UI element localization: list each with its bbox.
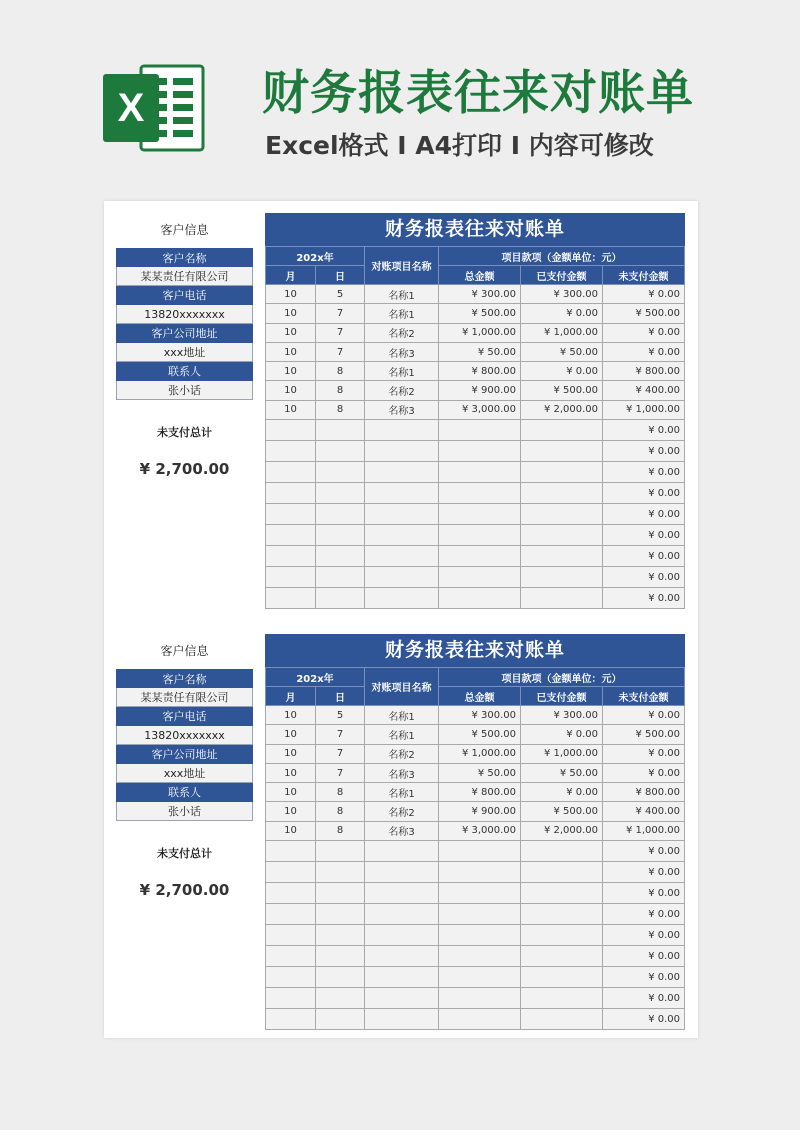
paid-amount-cell[interactable]	[521, 462, 603, 483]
month-cell[interactable]: 10	[266, 362, 316, 381]
unpaid-amount-cell[interactable]: ¥ 0.00	[603, 285, 685, 304]
paid-amount-cell[interactable]	[521, 525, 603, 546]
item-name-cell[interactable]	[365, 483, 439, 504]
month-cell[interactable]: 10	[266, 783, 316, 802]
total-amount-cell[interactable]: ¥ 900.00	[439, 802, 521, 821]
month-cell[interactable]: 10	[266, 381, 316, 400]
contact-person-label: 联系人	[116, 783, 253, 802]
day-cell[interactable]	[316, 883, 365, 904]
month-cell[interactable]	[266, 946, 316, 967]
unpaid-amount-cell[interactable]: ¥ 0.00	[603, 706, 685, 725]
unpaid-amount-cell[interactable]: ¥ 400.00	[603, 381, 685, 400]
statement-sheet	[104, 634, 698, 1034]
table-row	[266, 441, 685, 462]
ledger-table	[265, 667, 685, 1030]
item-name-cell[interactable]: 名称1	[365, 362, 439, 381]
unpaid-amount-cell[interactable]: ¥ 0.00	[603, 546, 685, 567]
total-amount-cell[interactable]	[439, 841, 521, 862]
table-row	[266, 525, 685, 546]
table-row	[266, 802, 685, 821]
contact-person-label: 联系人	[116, 362, 253, 381]
paid-amount-cell[interactable]	[521, 441, 603, 462]
customer-phone-label: 客户电话	[116, 286, 253, 305]
customer-phone-value[interactable]: 13820xxxxxxx	[116, 305, 253, 324]
total-amount-cell[interactable]: ¥ 500.00	[439, 304, 521, 323]
table-row	[266, 381, 685, 400]
day-cell[interactable]	[316, 925, 365, 946]
unpaid-amount-cell[interactable]: ¥ 1,000.00	[603, 821, 685, 840]
ledger-body	[266, 285, 685, 609]
total-amount-cell[interactable]: ¥ 900.00	[439, 381, 521, 400]
day-cell[interactable]: 7	[316, 323, 365, 342]
unpaid-amount-cell[interactable]: ¥ 0.00	[603, 883, 685, 904]
table-row	[266, 821, 685, 840]
table-row	[266, 988, 685, 1009]
item-name-cell[interactable]	[365, 862, 439, 883]
paid-amount-cell[interactable]	[521, 420, 603, 441]
day-cell[interactable]: 8	[316, 400, 365, 419]
unpaid-amount-cell[interactable]: ¥ 0.00	[603, 323, 685, 342]
unpaid-amount-header: 未支付金额	[603, 266, 685, 285]
item-name-cell[interactable]	[365, 567, 439, 588]
customer-address-label: 客户公司地址	[116, 745, 253, 764]
day-cell[interactable]	[316, 862, 365, 883]
unpaid-amount-cell[interactable]: ¥ 0.00	[603, 342, 685, 361]
total-amount-cell[interactable]	[439, 483, 521, 504]
item-name-cell[interactable]: 名称2	[365, 323, 439, 342]
month-cell[interactable]: 10	[266, 725, 316, 744]
month-cell[interactable]	[266, 883, 316, 904]
item-name-cell[interactable]	[365, 1009, 439, 1030]
table-row	[266, 841, 685, 862]
unpaid-total-amount: ¥ 2,700.00	[139, 881, 230, 899]
table-row	[266, 285, 685, 304]
item-name-cell[interactable]	[365, 946, 439, 967]
day-header: 日	[316, 687, 365, 706]
total-amount-cell[interactable]	[439, 862, 521, 883]
table-row	[266, 925, 685, 946]
item-name-cell[interactable]: 名称2	[365, 381, 439, 400]
day-cell[interactable]	[316, 1009, 365, 1030]
total-amount-cell[interactable]: ¥ 1,000.00	[439, 323, 521, 342]
item-name-cell[interactable]: 名称2	[365, 744, 439, 763]
unpaid-amount-cell[interactable]: ¥ 0.00	[603, 925, 685, 946]
unpaid-amount-cell[interactable]: ¥ 0.00	[603, 988, 685, 1009]
unpaid-amount-cell[interactable]: ¥ 0.00	[603, 744, 685, 763]
unpaid-amount-cell[interactable]: ¥ 0.00	[603, 420, 685, 441]
total-amount-cell[interactable]	[439, 946, 521, 967]
total-amount-cell[interactable]: ¥ 500.00	[439, 725, 521, 744]
item-name-cell[interactable]	[365, 462, 439, 483]
customer-info-heading: 客户信息	[160, 644, 209, 658]
total-amount-cell[interactable]	[439, 462, 521, 483]
paid-amount-header: 已支付金额	[521, 266, 603, 285]
unpaid-amount-header: 未支付金额	[603, 687, 685, 706]
item-name-cell[interactable]	[365, 841, 439, 862]
month-cell[interactable]	[266, 925, 316, 946]
total-amount-cell[interactable]: ¥ 1,000.00	[439, 744, 521, 763]
day-cell[interactable]: 7	[316, 763, 365, 782]
customer-name-value[interactable]: 某某责任有限公司	[116, 267, 253, 286]
total-amount-cell[interactable]: ¥ 300.00	[439, 285, 521, 304]
document-paper	[104, 201, 698, 1038]
day-cell[interactable]	[316, 462, 365, 483]
total-amount-cell[interactable]	[439, 967, 521, 988]
item-name-cell[interactable]: 名称1	[365, 783, 439, 802]
table-row	[266, 546, 685, 567]
total-amount-header: 总金额	[439, 266, 521, 285]
total-amount-cell[interactable]	[439, 988, 521, 1009]
day-cell[interactable]	[316, 546, 365, 567]
paid-amount-cell[interactable]: ¥ 300.00	[521, 706, 603, 725]
year-header: 202x年	[266, 247, 365, 266]
item-name-cell[interactable]	[365, 904, 439, 925]
amount-group-header: 项目款项（金额单位：元）	[439, 247, 685, 266]
month-cell[interactable]	[266, 841, 316, 862]
total-amount-cell[interactable]	[439, 1009, 521, 1030]
unpaid-amount-cell[interactable]: ¥ 0.00	[603, 525, 685, 546]
month-cell[interactable]: 10	[266, 744, 316, 763]
total-amount-cell[interactable]: ¥ 50.00	[439, 763, 521, 782]
total-amount-cell[interactable]: ¥ 300.00	[439, 706, 521, 725]
month-cell[interactable]	[266, 588, 316, 609]
unpaid-amount-cell[interactable]: ¥ 0.00	[603, 483, 685, 504]
customer-info-panel	[116, 213, 253, 478]
day-cell[interactable]	[316, 525, 365, 546]
total-amount-header: 总金额	[439, 687, 521, 706]
paid-amount-cell[interactable]	[521, 925, 603, 946]
unpaid-total-label: 未支付总计	[157, 847, 212, 860]
day-cell[interactable]: 5	[316, 285, 365, 304]
table-row	[266, 763, 685, 782]
day-cell[interactable]: 7	[316, 725, 365, 744]
table-row	[266, 483, 685, 504]
total-amount-cell[interactable]	[439, 525, 521, 546]
page-title: 财务报表往来对账单	[262, 66, 694, 121]
paid-amount-cell[interactable]	[521, 946, 603, 967]
paid-amount-cell[interactable]	[521, 862, 603, 883]
table-row	[266, 744, 685, 763]
paid-amount-cell[interactable]	[521, 883, 603, 904]
month-cell[interactable]	[266, 441, 316, 462]
unpaid-amount-cell[interactable]: ¥ 0.00	[603, 588, 685, 609]
day-cell[interactable]: 8	[316, 362, 365, 381]
unpaid-amount-cell[interactable]: ¥ 400.00	[603, 802, 685, 821]
customer-phone-label: 客户电话	[116, 707, 253, 726]
month-cell[interactable]	[266, 988, 316, 1009]
table-row	[266, 783, 685, 802]
paid-amount-cell[interactable]: ¥ 2,000.00	[521, 400, 603, 419]
table-row	[266, 304, 685, 323]
day-cell[interactable]: 8	[316, 802, 365, 821]
day-cell[interactable]	[316, 441, 365, 462]
unpaid-amount-cell[interactable]: ¥ 500.00	[603, 304, 685, 323]
unpaid-amount-cell[interactable]: ¥ 0.00	[603, 567, 685, 588]
day-cell[interactable]	[316, 588, 365, 609]
table-row	[266, 588, 685, 609]
day-cell[interactable]	[316, 504, 365, 525]
item-name-cell[interactable]	[365, 546, 439, 567]
day-cell[interactable]: 8	[316, 783, 365, 802]
item-name-cell[interactable]	[365, 525, 439, 546]
total-amount-cell[interactable]	[439, 504, 521, 525]
item-name-cell[interactable]	[365, 588, 439, 609]
item-name-cell[interactable]	[365, 988, 439, 1009]
table-row	[266, 420, 685, 441]
month-cell[interactable]	[266, 525, 316, 546]
day-cell[interactable]	[316, 904, 365, 925]
unpaid-amount-cell[interactable]: ¥ 0.00	[603, 841, 685, 862]
customer-info-panel	[116, 634, 253, 899]
ledger-table	[265, 246, 685, 609]
item-name-cell[interactable]	[365, 925, 439, 946]
table-row	[266, 462, 685, 483]
item-name-cell[interactable]: 名称3	[365, 821, 439, 840]
month-header: 月	[266, 266, 316, 285]
paid-amount-cell[interactable]: ¥ 0.00	[521, 783, 603, 802]
paid-amount-cell[interactable]: ¥ 300.00	[521, 285, 603, 304]
paid-amount-cell[interactable]	[521, 988, 603, 1009]
day-cell[interactable]: 7	[316, 744, 365, 763]
statement-sheet	[104, 213, 698, 613]
month-cell[interactable]	[266, 567, 316, 588]
day-cell[interactable]	[316, 988, 365, 1009]
month-cell[interactable]: 10	[266, 323, 316, 342]
total-amount-cell[interactable]	[439, 441, 521, 462]
table-row	[266, 946, 685, 967]
total-amount-cell[interactable]: ¥ 3,000.00	[439, 400, 521, 419]
paid-amount-cell[interactable]	[521, 1009, 603, 1030]
table-row	[266, 400, 685, 419]
day-cell[interactable]: 5	[316, 706, 365, 725]
unpaid-amount-cell[interactable]: ¥ 0.00	[603, 967, 685, 988]
excel-logo-letter: X	[117, 86, 145, 130]
month-cell[interactable]	[266, 904, 316, 925]
total-amount-cell[interactable]: ¥ 3,000.00	[439, 821, 521, 840]
month-cell[interactable]: 10	[266, 342, 316, 361]
total-amount-cell[interactable]	[439, 883, 521, 904]
day-cell[interactable]	[316, 567, 365, 588]
table-row	[266, 706, 685, 725]
contact-person-value[interactable]: 张小话	[116, 381, 253, 400]
total-amount-cell[interactable]	[439, 904, 521, 925]
table-row	[266, 883, 685, 904]
day-cell[interactable]: 7	[316, 304, 365, 323]
item-name-cell[interactable]: 名称3	[365, 763, 439, 782]
paid-amount-cell[interactable]: ¥ 50.00	[521, 763, 603, 782]
item-name-cell[interactable]	[365, 441, 439, 462]
month-cell[interactable]: 10	[266, 285, 316, 304]
ledger-title: 财务报表往来对账单	[265, 634, 685, 667]
month-cell[interactable]: 10	[266, 304, 316, 323]
item-name-cell[interactable]	[365, 883, 439, 904]
total-amount-cell[interactable]: ¥ 800.00	[439, 783, 521, 802]
table-row	[266, 342, 685, 361]
unpaid-total-label: 未支付总计	[157, 426, 212, 439]
paid-amount-cell[interactable]	[521, 967, 603, 988]
unpaid-amount-cell[interactable]: ¥ 0.00	[603, 946, 685, 967]
paid-amount-cell[interactable]: ¥ 0.00	[521, 304, 603, 323]
month-cell[interactable]	[266, 504, 316, 525]
item-name-cell[interactable]: 名称1	[365, 706, 439, 725]
total-amount-cell[interactable]: ¥ 800.00	[439, 362, 521, 381]
day-cell[interactable]: 8	[316, 821, 365, 840]
paid-amount-cell[interactable]: ¥ 0.00	[521, 362, 603, 381]
day-cell[interactable]	[316, 967, 365, 988]
unpaid-amount-cell[interactable]: ¥ 0.00	[603, 763, 685, 782]
unpaid-amount-cell[interactable]: ¥ 800.00	[603, 783, 685, 802]
total-amount-cell[interactable]	[439, 546, 521, 567]
month-cell[interactable]	[266, 1009, 316, 1030]
paid-amount-cell[interactable]	[521, 483, 603, 504]
table-row	[266, 1009, 685, 1030]
total-amount-cell[interactable]	[439, 567, 521, 588]
day-cell[interactable]: 8	[316, 381, 365, 400]
customer-address-label: 客户公司地址	[116, 324, 253, 343]
paid-amount-cell[interactable]	[521, 546, 603, 567]
item-name-header: 对账项目名称	[365, 668, 439, 706]
total-amount-cell[interactable]	[439, 588, 521, 609]
unpaid-amount-cell[interactable]: ¥ 1,000.00	[603, 400, 685, 419]
paid-amount-cell[interactable]: ¥ 500.00	[521, 381, 603, 400]
item-name-cell[interactable]: 名称3	[365, 400, 439, 419]
paid-amount-header: 已支付金额	[521, 687, 603, 706]
month-cell[interactable]: 10	[266, 763, 316, 782]
item-name-cell[interactable]	[365, 420, 439, 441]
table-row	[266, 862, 685, 883]
paid-amount-cell[interactable]: ¥ 50.00	[521, 342, 603, 361]
month-header: 月	[266, 687, 316, 706]
ledger-table-block	[265, 634, 685, 1030]
ledger-table-block	[265, 213, 685, 609]
paid-amount-cell[interactable]: ¥ 1,000.00	[521, 323, 603, 342]
table-row	[266, 362, 685, 381]
ledger-title: 财务报表往来对账单	[265, 213, 685, 246]
unpaid-amount-cell[interactable]: ¥ 0.00	[603, 441, 685, 462]
unpaid-amount-cell[interactable]: ¥ 500.00	[603, 725, 685, 744]
day-cell[interactable]	[316, 946, 365, 967]
table-row	[266, 967, 685, 988]
month-cell[interactable]: 10	[266, 802, 316, 821]
table-row	[266, 504, 685, 525]
item-name-cell[interactable]	[365, 967, 439, 988]
unpaid-amount-cell[interactable]: ¥ 0.00	[603, 462, 685, 483]
table-row	[266, 725, 685, 744]
customer-name-label: 客户名称	[116, 248, 253, 267]
ledger-body	[266, 706, 685, 1030]
customer-address-value[interactable]: xxx地址	[116, 343, 253, 362]
month-cell[interactable]	[266, 967, 316, 988]
excel-logo-icon	[103, 62, 209, 154]
paid-amount-cell[interactable]: ¥ 500.00	[521, 802, 603, 821]
total-amount-cell[interactable]	[439, 420, 521, 441]
table-row	[266, 323, 685, 342]
paid-amount-cell[interactable]	[521, 904, 603, 925]
paid-amount-cell[interactable]	[521, 588, 603, 609]
table-row	[266, 567, 685, 588]
month-cell[interactable]	[266, 546, 316, 567]
customer-name-label: 客户名称	[116, 669, 253, 688]
amount-group-header: 项目款项（金额单位：元）	[439, 668, 685, 687]
day-cell[interactable]: 7	[316, 342, 365, 361]
day-cell[interactable]	[316, 483, 365, 504]
contact-person-value[interactable]: 张小话	[116, 802, 253, 821]
day-cell[interactable]	[316, 420, 365, 441]
unpaid-amount-cell[interactable]: ¥ 0.00	[603, 1009, 685, 1030]
paid-amount-cell[interactable]	[521, 567, 603, 588]
table-row	[266, 904, 685, 925]
paid-amount-cell[interactable]	[521, 504, 603, 525]
item-name-cell[interactable]: 名称1	[365, 304, 439, 323]
item-name-header: 对账项目名称	[365, 247, 439, 285]
unpaid-amount-cell[interactable]: ¥ 0.00	[603, 862, 685, 883]
page-subtitle: Excel格式 I A4打印 I 内容可修改	[265, 131, 654, 160]
month-cell[interactable]	[266, 483, 316, 504]
year-header: 202x年	[266, 668, 365, 687]
item-name-cell[interactable]: 名称1	[365, 725, 439, 744]
unpaid-amount-cell[interactable]: ¥ 0.00	[603, 904, 685, 925]
unpaid-total-amount: ¥ 2,700.00	[139, 460, 230, 478]
day-header: 日	[316, 266, 365, 285]
month-cell[interactable]	[266, 862, 316, 883]
customer-info-heading: 客户信息	[160, 223, 209, 237]
day-cell[interactable]	[316, 841, 365, 862]
unpaid-amount-cell[interactable]: ¥ 0.00	[603, 504, 685, 525]
paid-amount-cell[interactable]	[521, 841, 603, 862]
customer-name-value[interactable]: 某某责任有限公司	[116, 688, 253, 707]
month-cell[interactable]	[266, 462, 316, 483]
paid-amount-cell[interactable]: ¥ 1,000.00	[521, 744, 603, 763]
item-name-cell[interactable]	[365, 504, 439, 525]
customer-address-value[interactable]: xxx地址	[116, 764, 253, 783]
item-name-cell[interactable]: 名称2	[365, 802, 439, 821]
customer-phone-value[interactable]: 13820xxxxxxx	[116, 726, 253, 745]
month-cell[interactable]: 10	[266, 706, 316, 725]
paid-amount-cell[interactable]: ¥ 2,000.00	[521, 821, 603, 840]
total-amount-cell[interactable]: ¥ 50.00	[439, 342, 521, 361]
month-cell[interactable]	[266, 420, 316, 441]
item-name-cell[interactable]: 名称1	[365, 285, 439, 304]
unpaid-amount-cell[interactable]: ¥ 800.00	[603, 362, 685, 381]
month-cell[interactable]: 10	[266, 821, 316, 840]
paid-amount-cell[interactable]: ¥ 0.00	[521, 725, 603, 744]
total-amount-cell[interactable]	[439, 925, 521, 946]
item-name-cell[interactable]: 名称3	[365, 342, 439, 361]
month-cell[interactable]: 10	[266, 400, 316, 419]
